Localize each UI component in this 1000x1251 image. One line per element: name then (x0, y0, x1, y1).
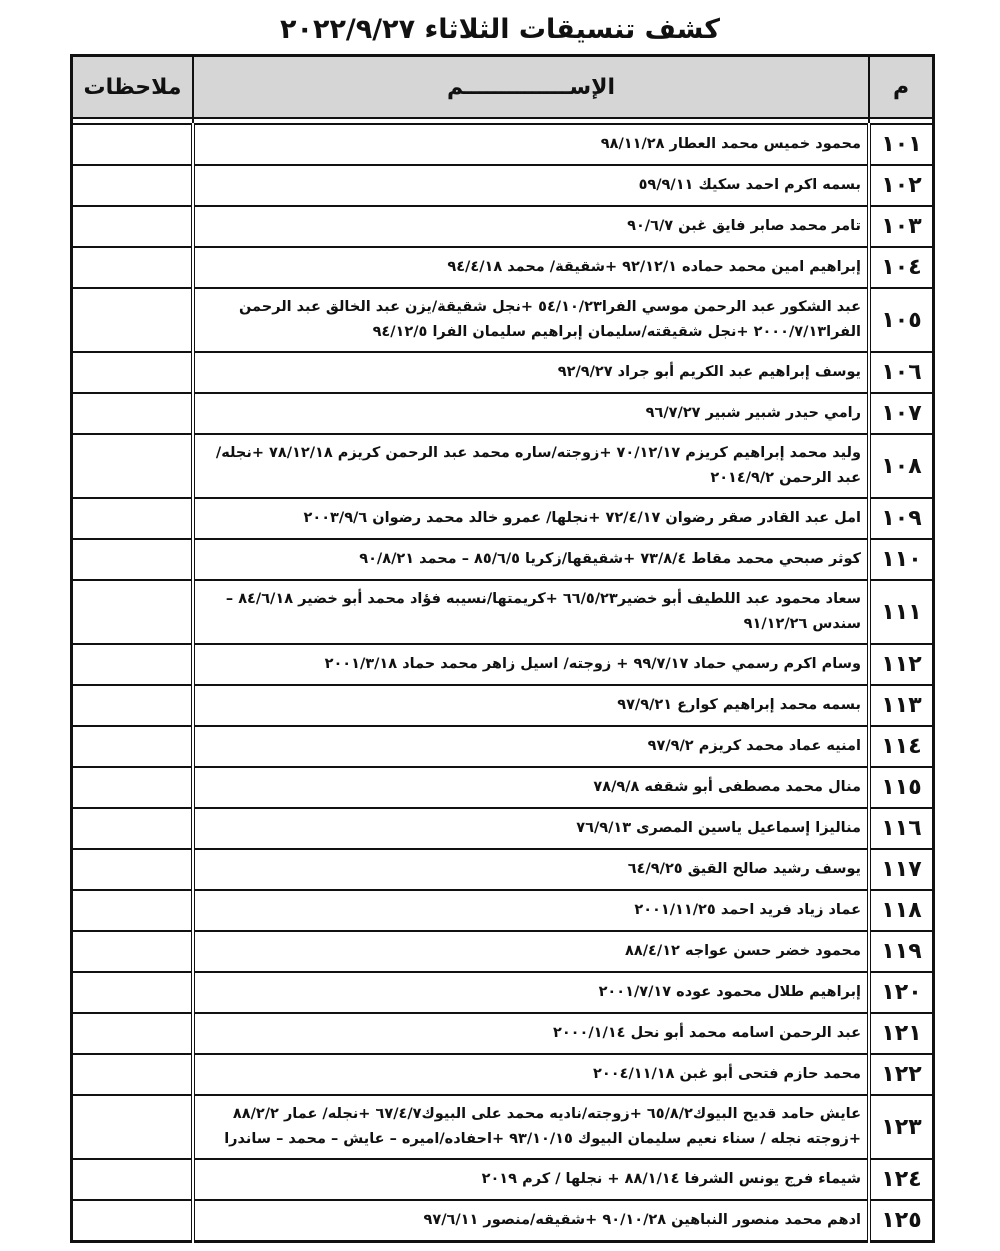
row-notes (72, 726, 194, 767)
row-notes (72, 580, 194, 644)
table-row (72, 1159, 934, 1200)
row-notes (72, 644, 194, 685)
table-row (72, 685, 934, 726)
row-name: يوسف رشيد صالح القيق ٦٤/٩/٢٥ (193, 849, 869, 890)
row-notes (72, 206, 194, 247)
row-number: ١١٥ (869, 767, 934, 808)
table-row (72, 972, 934, 1013)
table-row (72, 849, 934, 890)
row-name: بسمه محمد إبراهيم كوارع ٩٧/٩/٢١ (193, 685, 869, 726)
table-row (72, 767, 934, 808)
table-row (72, 124, 934, 165)
row-name: رامي حيدر شبير شبير ٩٦/٧/٢٧ (193, 393, 869, 434)
row-notes (72, 972, 194, 1013)
table-row (72, 247, 934, 288)
row-number: ١١٩ (869, 931, 934, 972)
row-number: ١١٠ (869, 539, 934, 580)
row-number: ١٠٤ (869, 247, 934, 288)
row-number: ١١٦ (869, 808, 934, 849)
row-notes (72, 165, 194, 206)
table-row (72, 726, 934, 767)
row-number: ١٢٥ (869, 1200, 934, 1242)
row-notes (72, 1054, 194, 1095)
table-row (72, 580, 934, 644)
row-number: ١٠٢ (869, 165, 934, 206)
row-name: عبد الشكور عبد الرحمن موسي الفرا٥٤/١٠/٢٣ +نجل شقيقة/يزن عبد الخالق عبد الرحمن الفرا٢٠٠٠/٧/١٣ +نجل شقيقته/سليمان إبراهيم سليمان الفرا ٩٤/١٢/٥ (193, 288, 869, 352)
row-notes (72, 124, 194, 165)
row-notes (72, 685, 194, 726)
row-name: عبد الرحمن اسامه محمد أبو نحل ٢٠٠٠/١/١٤ (193, 1013, 869, 1054)
row-notes (72, 1200, 194, 1242)
row-name: عماد زياد فريد احمد ٢٠٠١/١١/٢٥ (193, 890, 869, 931)
row-notes (72, 247, 194, 288)
table-row (72, 1095, 934, 1159)
row-name: تامر محمد صابر فايق غبن ٩٠/٦/٧ (193, 206, 869, 247)
row-notes (72, 498, 194, 539)
row-name: كوثر صبحي محمد مقاط ٧٣/٨/٤ +شقيقها/زكريا ٨٥/٦/٥ – محمد ٩٠/٨/٢١ (193, 539, 869, 580)
table-row (72, 352, 934, 393)
row-name: امنيه عماد محمد كريزم ٩٧/٩/٢ (193, 726, 869, 767)
table-row (72, 1200, 934, 1242)
row-name: وليد محمد إبراهيم كريزم ٧٠/١٢/١٧ +زوجته/ساره محمد عبد الرحمن كريزم ٧٨/١٢/١٨ +نجله/ عبد الرحمن ٢٠١٤/٩/٢ (193, 434, 869, 498)
row-number: ١٢٢ (869, 1054, 934, 1095)
row-name: امل عبد القادر صقر رضوان ٧٢/٤/١٧ +نجلها/ عمرو خالد محمد رضوان ٢٠٠٣/٩/٦ (193, 498, 869, 539)
table-row (72, 434, 934, 498)
header-number: م (869, 56, 934, 119)
row-notes (72, 288, 194, 352)
row-notes (72, 767, 194, 808)
row-number: ١١٨ (869, 890, 934, 931)
row-number: ١١٤ (869, 726, 934, 767)
coordination-table (70, 54, 935, 1243)
table-row (72, 539, 934, 580)
row-notes (72, 352, 194, 393)
row-number: ١٢٠ (869, 972, 934, 1013)
row-notes (72, 1095, 194, 1159)
row-name: إبراهيم طلال محمود عوده ٢٠٠١/٧/١٧ (193, 972, 869, 1013)
row-notes (72, 1013, 194, 1054)
table-row (72, 1013, 934, 1054)
row-name: منال محمد مصطفى أبو شقفه ٧٨/٩/٨ (193, 767, 869, 808)
row-name: سعاد محمود عبد اللطيف أبو خضير٦٦/٥/٢٣ +كريمتها/نسيبه فؤاد محمد أبو خضير ٨٤/٦/١٨ – سندس ٩١/١٢/٢٦ (193, 580, 869, 644)
header-name: الإســــــــــــــم (193, 56, 869, 119)
row-notes (72, 849, 194, 890)
row-notes (72, 1159, 194, 1200)
row-name: محمود خميس محمد العطار ٩٨/١١/٢٨ (193, 124, 869, 165)
row-number: ١١٣ (869, 685, 934, 726)
row-number: ١١٢ (869, 644, 934, 685)
row-number: ١٠٧ (869, 393, 934, 434)
row-number: ١٠٦ (869, 352, 934, 393)
row-name: مناليزا إسماعيل ياسين المصرى ٧٦/٩/١٣ (193, 808, 869, 849)
row-number: ١١١ (869, 580, 934, 644)
row-name: إبراهيم امين محمد حماده ٩٢/١٢/١ +شقيقة/ محمد ٩٤/٤/١٨ (193, 247, 869, 288)
row-number: ١٠١ (869, 124, 934, 165)
table-row (72, 1054, 934, 1095)
table-row (72, 393, 934, 434)
table-row (72, 165, 934, 206)
row-number: ١٢٤ (869, 1159, 934, 1200)
row-name: يوسف إبراهيم عبد الكريم أبو جراد ٩٢/٩/٢٧ (193, 352, 869, 393)
table-body (72, 118, 934, 1242)
table-row (72, 498, 934, 539)
row-name: بسمه اكرم احمد سكيك ٥٩/٩/١١ (193, 165, 869, 206)
row-number: ١٠٩ (869, 498, 934, 539)
row-name: وسام اكرم رسمي حماد ٩٩/٧/١٧ + زوجته/ اسيل زاهر محمد حماد ٢٠٠١/٣/١٨ (193, 644, 869, 685)
page-title: كشف تنسيقات الثلاثاء ٢٠٢٢/٩/٢٧ (280, 14, 720, 45)
table-row (72, 808, 934, 849)
row-notes (72, 808, 194, 849)
table-row (72, 890, 934, 931)
table-row (72, 288, 934, 352)
table-row (72, 931, 934, 972)
row-notes (72, 434, 194, 498)
table-header-row (72, 56, 934, 119)
row-number: ١١٧ (869, 849, 934, 890)
header-notes: ملاحظات (72, 56, 194, 119)
row-name: عايش حامد قديح البيوك٦٥/٨/٢ +زوجته/ناديه محمد على البيوك٦٧/٤/٧ +نجله/ عمار ٨٨/٢/٢ +زوجته نجله / سناء نعيم سليمان البيوك ٩٣/١٠/١٥ +احفاده/اميره – عايش – محمد – ساندرا (193, 1095, 869, 1159)
row-number: ١٠٨ (869, 434, 934, 498)
row-notes (72, 393, 194, 434)
row-number: ١٠٣ (869, 206, 934, 247)
row-number: ١٢٣ (869, 1095, 934, 1159)
row-notes (72, 931, 194, 972)
row-name: محمد حازم فتحى أبو غبن ٢٠٠٤/١١/١٨ (193, 1054, 869, 1095)
row-name: شيماء فرج يونس الشرفا ٨٨/١/١٤ + نجلها / كرم ٢٠١٩ (193, 1159, 869, 1200)
table-row (72, 644, 934, 685)
row-number: ١٢١ (869, 1013, 934, 1054)
row-notes (72, 539, 194, 580)
row-notes (72, 890, 194, 931)
table-row (72, 206, 934, 247)
row-number: ١٠٥ (869, 288, 934, 352)
row-name: ادهم محمد منصور النباهين ٩٠/١٠/٢٨ +شقيقه/منصور ٩٧/٦/١١ (193, 1200, 869, 1242)
row-name: محمود خضر حسن عواجه ٨٨/٤/١٢ (193, 931, 869, 972)
